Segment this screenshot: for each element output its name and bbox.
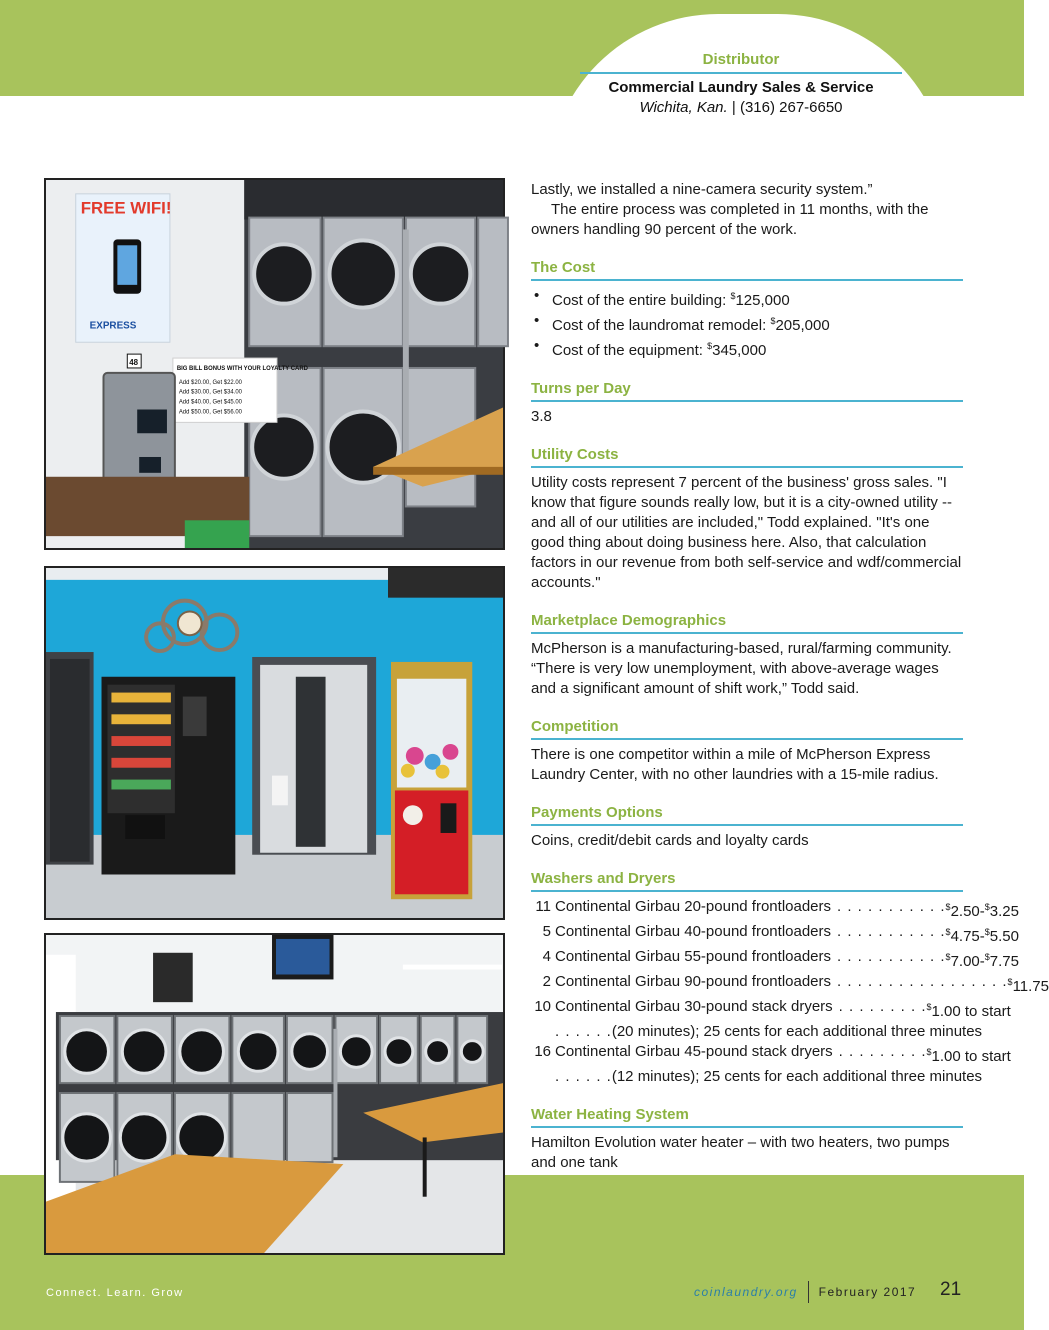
section-competition <box>531 717 963 785</box>
equipment-qty: 11 <box>535 898 551 915</box>
water-text: Hamilton Evolution water heater – with two heaters, two pumps and one tank <box>531 1134 950 1171</box>
section-payments <box>531 803 963 851</box>
turns-heading: Turns per Day <box>531 379 963 402</box>
footer-tagline: Connect. Learn. Grow <box>46 1287 184 1299</box>
payments-text: Coins, credit/debit cards and loyalty cards <box>531 832 809 849</box>
demographics-text: McPherson is a manufacturing-based, rural/farming community. “There is very low unemployment, with above-average wages and a significant amount of shift work,” Todd said. <box>531 640 952 697</box>
photo-bonus-line-3: Add $40.00, Get $45.00 <box>178 399 242 406</box>
distributor-city: Wichita, Kan. <box>639 99 728 116</box>
list-item: • Cost of the equipment: $345,000 <box>531 336 963 361</box>
section-cost <box>531 258 963 361</box>
equipment-list <box>531 897 1049 1087</box>
equipment-leader-dots: . . . . . . . . . . . <box>837 948 946 965</box>
distributor-rule <box>580 72 902 74</box>
section-utility <box>531 445 963 593</box>
photo-kiosk-and-washers <box>44 178 505 550</box>
equipment-desc: Continental Girbau 45-pound stack dryers <box>555 1043 833 1060</box>
photo-washers-and-tables <box>44 933 505 1255</box>
footer-date: February 2017 <box>818 1285 917 1299</box>
photo-wifi-poster-text: FREE WIFI! <box>80 198 172 218</box>
table-row <box>531 1042 1011 1067</box>
photo-bonus-line-2: Add $30.00, Get $34.00 <box>178 389 242 396</box>
equipment-desc: Continental Girbau 55-pound frontloaders <box>555 948 832 965</box>
equipment-desc: Continental Girbau 90-pound frontloaders <box>555 973 832 990</box>
section-demographics <box>531 611 963 699</box>
equipment-price: $1.00 to start <box>926 1002 1011 1020</box>
distributor-separator: | <box>731 99 736 116</box>
section-equipment <box>531 869 1049 1087</box>
equipment-note: . . . . . . (20 minutes); 25 cents for each additional three minutes <box>555 1023 983 1040</box>
equipment-qty: 16 <box>534 1043 551 1060</box>
equipment-price: $7.00-$7.75 <box>945 952 1019 970</box>
water-heading: Water Heating System <box>531 1105 963 1128</box>
photo-washers-illustration <box>46 935 503 1253</box>
equipment-leader-dots: . . . . . . . . . . . <box>837 923 946 940</box>
photo-machine-number: 48 <box>129 357 139 367</box>
table-row <box>531 947 1019 972</box>
equipment-leader-dots: . . . . . . . . . <box>838 998 927 1015</box>
utility-heading: Utility Costs <box>531 445 963 468</box>
footer-meta <box>694 1281 916 1303</box>
distributor-phone: (316) 267-6650 <box>739 99 843 116</box>
equipment-qty: 2 <box>542 973 551 990</box>
distributor-heading: Distributor <box>702 51 780 68</box>
equipment-price: $4.75-$5.50 <box>945 927 1019 945</box>
list-item: • Cost of the laundromat remodel: $205,000 <box>531 311 963 336</box>
payments-heading: Payments Options <box>531 803 963 826</box>
equipment-price: $11.75 <box>1007 977 1049 995</box>
article-text-column <box>531 180 1049 1173</box>
table-row <box>531 922 1019 947</box>
equipment-leader-dots: . . . . . . . . . . . <box>837 898 946 915</box>
cost-list <box>531 286 963 361</box>
table-row <box>531 997 1011 1022</box>
equipment-desc: Continental Girbau 30-pound stack dryers <box>555 998 833 1015</box>
intro-line-1: Lastly, we installed a nine-camera security system.” <box>531 181 873 198</box>
footer-divider <box>808 1281 809 1303</box>
distributor-company: Commercial Laundry Sales & Service <box>608 79 874 96</box>
page-number: 21 <box>940 1279 962 1300</box>
section-water <box>531 1105 963 1173</box>
table-row <box>531 897 1019 922</box>
photo-express-logo-text: EXPRESS <box>89 320 137 332</box>
photo-vending-and-claw-game <box>44 566 505 920</box>
photo-bonus-line-4: Add $50.00, Get $56.00 <box>178 409 242 416</box>
equipment-note: . . . . . . (12 minutes); 25 cents for each additional three minutes <box>555 1068 983 1085</box>
equipment-qty: 5 <box>542 923 551 940</box>
utility-text: Utility costs represent 7 percent of the business' gross sales. "I know that figure sounds really low, but it is a city-owned utility -- and all of our utilities are included," Todd explained. "It's one good thing about doing business here. Also, that calculation factors in our revenue from both self-service and wdf/commercial accounts." <box>531 474 962 591</box>
equipment-desc: Continental Girbau 40-pound frontloaders <box>555 923 832 940</box>
equipment-qty: 10 <box>534 998 551 1015</box>
table-row <box>531 972 1049 997</box>
footer-site-link[interactable]: coinlaundry.org <box>694 1285 798 1299</box>
equipment-heading: Washers and Dryers <box>531 869 963 892</box>
equipment-leader-dots: . . . . . . . . . <box>838 1043 927 1060</box>
equipment-leader-dots: . . . . . . . . . . . . . . . . . <box>837 973 1008 990</box>
distributor-box <box>580 50 902 118</box>
equipment-qty: 4 <box>542 948 551 965</box>
cost-heading: The Cost <box>531 258 963 281</box>
photo-bonus-line-1: Add $20.00, Get $22.00 <box>178 379 242 386</box>
equipment-price: $2.50-$3.25 <box>945 902 1019 920</box>
competition-heading: Competition <box>531 717 963 740</box>
photo-bonus-title: BIG BILL BONUS WITH YOUR LOYALTY CARD <box>176 365 308 372</box>
demographics-heading: Marketplace Demographics <box>531 611 963 634</box>
distributor-location <box>580 98 902 118</box>
photo-vending-illustration <box>46 568 503 918</box>
section-turns <box>531 379 963 427</box>
turns-value: 3.8 <box>531 408 552 425</box>
equipment-price: $1.00 to start <box>926 1047 1011 1065</box>
equipment-desc: Continental Girbau 20-pound frontloaders <box>555 898 832 915</box>
competition-text: There is one competitor within a mile of McPherson Express Laundry Center, with no other laundries with a 15-mile radius. <box>531 746 939 783</box>
photo-kiosk-illustration <box>46 180 503 548</box>
list-item: • Cost of the entire building: $125,000 <box>531 286 963 311</box>
intro-line-2: The entire process was completed in 11 months, with the owners handling 90 percent of the work. <box>531 201 929 238</box>
